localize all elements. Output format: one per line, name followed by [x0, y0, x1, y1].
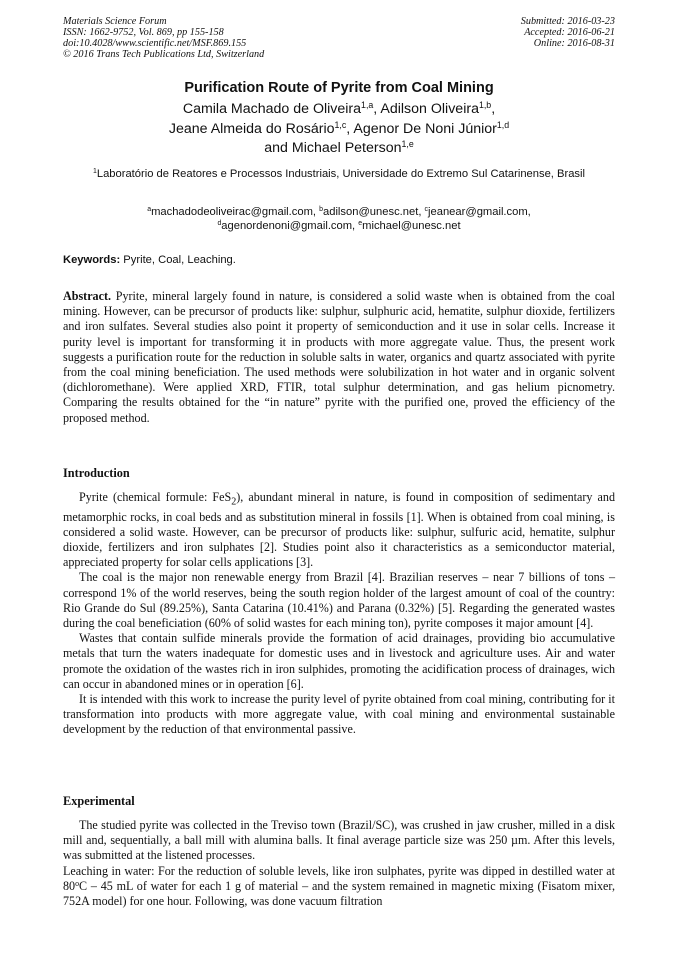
author-name: Agenor De Noni Júnior	[353, 120, 497, 137]
email-line-2	[60, 219, 618, 233]
author-affil-mark: 1,d	[496, 119, 510, 130]
section-heading-introduction: Introduction	[63, 466, 130, 480]
experimental-paragraph-2	[63, 864, 615, 910]
author-separator: ,	[373, 101, 381, 117]
email-address: adilson@unesc.net,	[323, 206, 425, 218]
author-affil-mark: 1,a	[361, 100, 374, 111]
paper-title: Purification Route of Pyrite from Coal Mining	[184, 80, 494, 96]
submitted-date: Submitted: 2016-03-23	[520, 16, 615, 27]
online-date: Online: 2016-08-31	[533, 38, 615, 49]
email-mark: b	[319, 206, 323, 214]
experimental-section	[63, 818, 615, 909]
journal-header	[63, 16, 264, 60]
email-mark: e	[358, 220, 363, 228]
introduction-section	[63, 490, 615, 738]
introduction-paragraph-2: The coal is the major non renewable energy from Brazil [4]. Brazilian reserves – near 7 billions of tons – correspond 1% of the world reserves, being the south region holder of the largest amount of coal of the country: Rio Grande do Sul (89.25%), Santa Catarina (10.41%) and Parana (0.32%) [5]. Regarding the generated wastes during the coal beneficiation (60% of solid wastes for each mining ton), pyrite composes it major amount [4].	[63, 570, 615, 631]
author-name: and Michael Peterson	[264, 140, 402, 156]
author-separator: ,	[346, 120, 354, 137]
abstract	[63, 289, 615, 426]
subscript: 2	[231, 496, 237, 508]
keywords-label: Keywords:	[63, 254, 121, 266]
email-line-1	[60, 205, 618, 219]
issn-line: ISSN: 1662-9752, Vol. 869, pp 155-158	[63, 27, 224, 38]
email-address: machadodeoliveirac@gmail.com,	[151, 206, 320, 218]
author-separator: ,	[491, 101, 496, 117]
copyright-line: © 2016 Trans Tech Publications Ltd, Switzerland	[63, 49, 265, 60]
email-address: agenordenoni@gmail.com,	[221, 220, 359, 232]
dates-header	[521, 16, 615, 49]
email-mark: c	[424, 206, 429, 214]
abstract-label: Abstract.	[63, 289, 112, 303]
author-name: Jeane Almeida do Rosário	[168, 120, 335, 137]
experimental-paragraph-1: The studied pyrite was collected in the Treviso town (Brazil/SC), was crushed in jaw crusher, milled in a disk mill and, sequentially, a ball mill with alumina balls. It final average particle size was 250 µm. After this levels, was submitted at the listened processes.	[63, 818, 615, 863]
author-affil-mark: 1,c	[334, 119, 347, 130]
paragraph-text: Leaching in water: For the reduction of soluble levels, like iron sulphates, pyrite was dipped in destilled water at 80	[63, 863, 615, 893]
author-list	[0, 100, 678, 159]
email-address: jeanear@gmail.com,	[428, 206, 531, 218]
abstract-text: Pyrite, mineral largely found in nature, is considered a solid waste when is obtained from the coal mining. However, can be precursor of products like: sulphur, sulphuric acid, hematite, sulphur dioxide, fertilizers and iron sulfates. Several studies also point it property of semiconduction and it use in solar cells. Increase it purity level is important for transforming it in products with more aggregate value. Thus, the present work suggests a purification route for the reduction in soluble salts in water, organics and quartz associated with pyrite from the coal mining beneficiation. The used methods were solubilization in hot water and in organic solvent (dichloromethane). Were applied XRD, FTIR, total sulphur determination, and gas helium picnometry. Comparing the results obtained for the “in nature” pyrite with the purified one, proved the efficiency of the proposed method.	[63, 289, 615, 425]
keywords-text: Pyrite, Coal, Leaching.	[120, 254, 236, 266]
email-mark: a	[147, 206, 152, 214]
keywords	[63, 254, 615, 266]
author-name: Camila Machado de Oliveira	[182, 101, 362, 117]
paragraph-text: ), abundant mineral in nature, is found in composition of sedimentary and metamorphic rocks, in coal beds and as substitution mineral in fossils [1]. When is obtained from coal mining, is considered a solid waste. However, can be precursor of products like: sulphur, sulfuric acid, hematite, sulphur dioxide, fertilizers and iron sulphates [2]. Studies point also it characteristics as a semiconductor material, appreciated property for solar cells applications [3].	[63, 490, 615, 570]
abstract-paragraph	[63, 289, 615, 426]
email-list	[60, 205, 618, 233]
email-mark: d	[217, 220, 222, 228]
author-affil-mark: 1,e	[401, 139, 414, 150]
author-affil-mark: 1,b	[478, 100, 492, 111]
author-line-2	[0, 120, 678, 140]
paragraph-text: Pyrite (chemical formule: FeS	[79, 490, 232, 504]
affiliation-text: Laboratório de Reatores e Processos Industriais, Universidade do Extremo Sul Catarinense, Brasil	[96, 168, 585, 180]
author-line-1	[0, 100, 678, 120]
introduction-paragraph-1	[63, 490, 615, 570]
affiliation	[70, 167, 608, 181]
introduction-paragraph-3: Wastes that contain sulfide minerals provide the formation of acid drainages, providing bio accumulative metals that turn the waters inadequate for domestic uses and in livestock and agriculture uses. Air and water promote the oxidation of the wastes rich in iron sulphides, promoting the acidification process of drainages, wich can occur in abandoned mines or in operation [6].	[63, 631, 615, 691]
introduction-paragraph-4: It is intended with this work to increase the purity level of pyrite obtained from coal mining, contributing for it transformation into products with more aggregate value, with coal mining and environmental sustainable development by the reduction of that environmental passive.	[63, 692, 615, 737]
affiliation-mark: 1	[92, 168, 97, 176]
author-name: Adilson Oliveira	[380, 101, 479, 117]
section-heading-experimental: Experimental	[63, 794, 135, 808]
email-address: michael@unesc.net	[362, 220, 461, 232]
superscript: o	[75, 878, 80, 888]
accepted-date: Accepted: 2016-06-21	[524, 27, 615, 38]
doi-line: doi:10.4028/www.scientific.net/MSF.869.155	[63, 38, 247, 49]
author-line-3	[0, 139, 678, 159]
paragraph-text: C – 45 mL of water for each 1 g of material – and the system remained in magnetic mixing (Fisatom mixer, 752A model) for one hour. Following, was done vacuum filtration	[63, 878, 615, 909]
journal-name: Materials Science Forum	[63, 16, 167, 27]
